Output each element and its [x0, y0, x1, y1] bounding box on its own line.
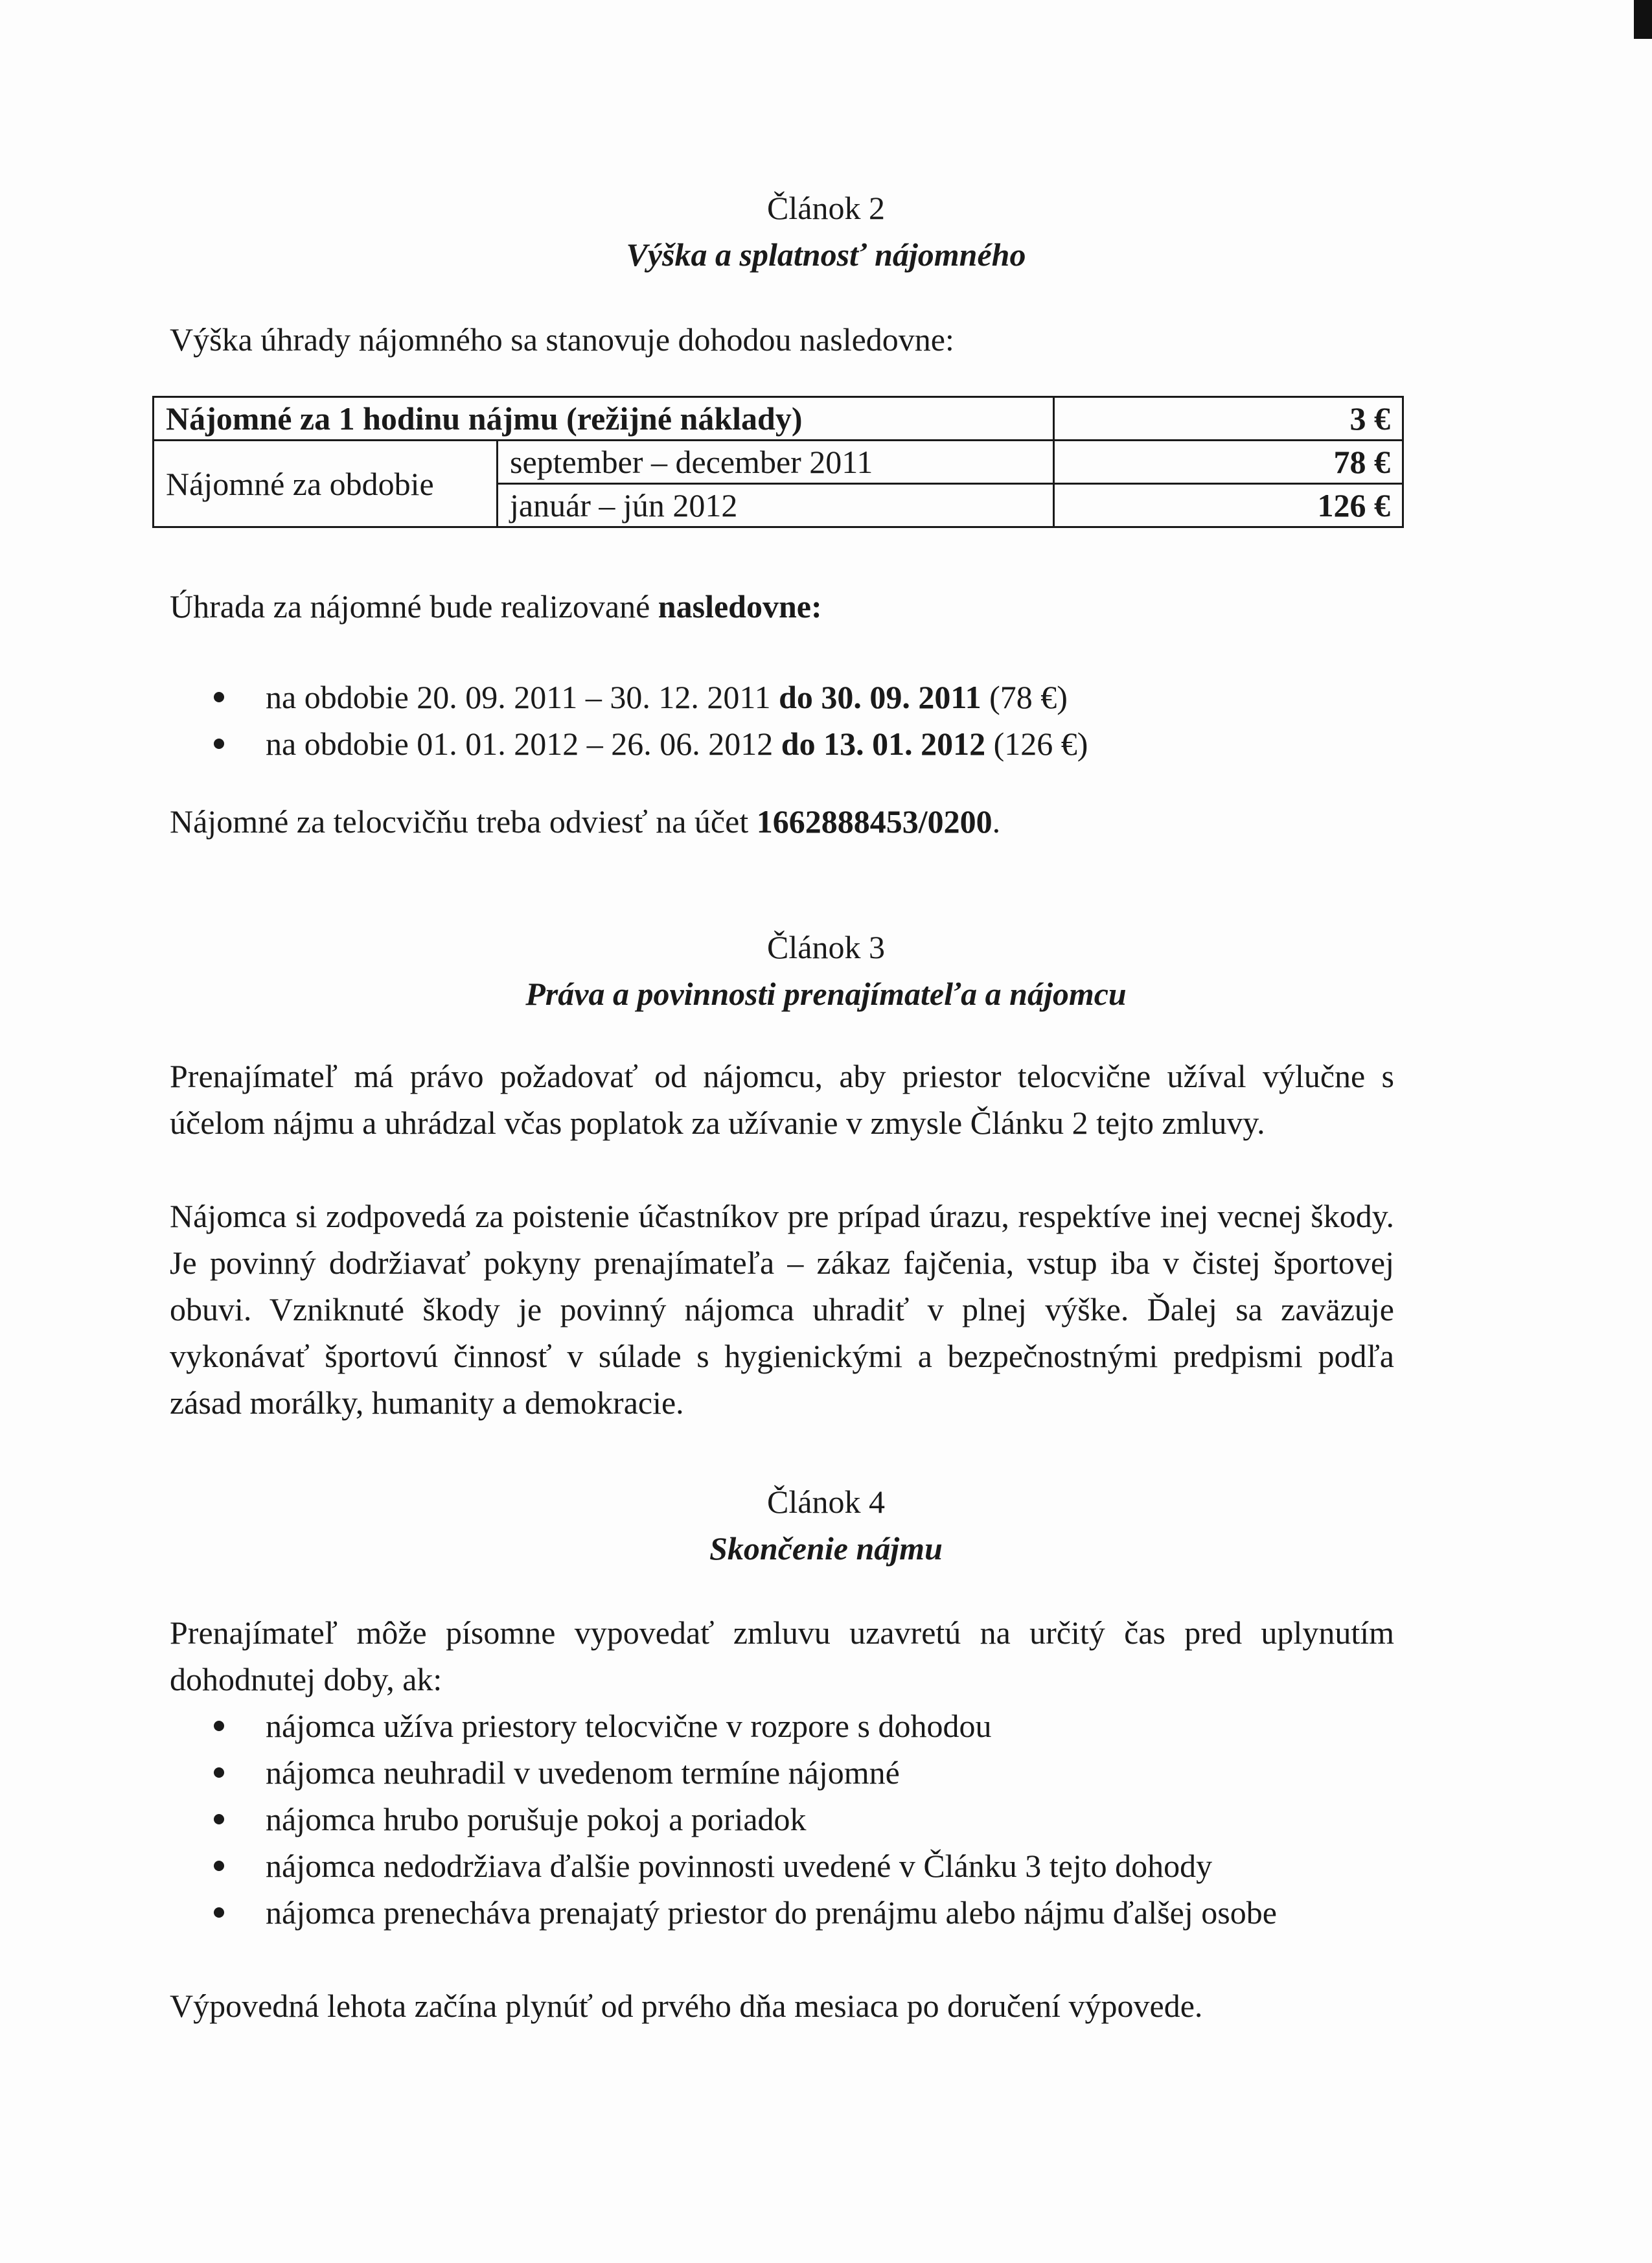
period2-amount: 126 €	[1054, 484, 1403, 527]
list-item	[170, 720, 1394, 767]
account-text: Nájomné za telocvičňu treba odviesť na účet	[170, 803, 757, 840]
rent-table	[152, 396, 1404, 528]
article3-paragraph2: Nájomca si zodpovedá za poistenie účastníkov pre prípad úrazu, respektíve inej vecnej škody. Je povinný dodržiavať pokyny prenajímateľa – zákaz fajčenia, vstup iba v čistej športovej obuvi. Vzniknuté škody je povinný nájomca uhradiť v plnej výške. Ďalej sa zaväzuje vykonávať športovú činnosť v súlade s hygienickými a bezpečnostnými predpismi podľa zásad morálky, humanity a demokracie.	[170, 1198, 1394, 1421]
payment-list	[170, 674, 1394, 767]
article2-intro: Výška úhrady nájomného sa stanovuje dohodou nasledovne:	[170, 321, 954, 358]
article4-number: Článok 4	[767, 1484, 885, 1520]
hourly-rent-amount: 3 €	[1054, 397, 1403, 441]
payment2-amount: (126 €)	[985, 726, 1088, 762]
bullet-icon	[214, 692, 224, 702]
account-number: 1662888453/0200	[756, 803, 992, 840]
account-line	[170, 798, 1394, 845]
table-row	[154, 397, 1403, 441]
period1-amount: 78 €	[1054, 441, 1403, 484]
period2-label: január – jún 2012	[498, 484, 1054, 527]
article2-heading	[0, 185, 1652, 278]
bullet-icon	[214, 1907, 224, 1918]
account-end: .	[992, 803, 1001, 840]
payment2-period: na obdobie 01. 01. 2012 – 26. 06. 2012	[266, 726, 781, 762]
article2-number: Článok 2	[767, 190, 885, 226]
reason-text: nájomca neuhradil v uvedenom termíne nájomné	[266, 1754, 900, 1791]
notice-period: Výpovedná lehota začína plynúť od prvého dňa mesiaca po doručení výpovede.	[170, 1988, 1203, 2024]
list-item	[170, 1749, 1394, 1796]
bullet-icon	[214, 1767, 224, 1778]
article4-intro: Prenajímateľ môže písomne vypovedať zmluvu uzavretú na určitý čas pred uplynutím dohodnutej doby, ak:	[170, 1614, 1394, 1697]
hourly-rent-label: Nájomné za 1 hodinu nájmu (režijné náklady)	[154, 397, 1054, 441]
bullet-icon	[214, 1814, 224, 1824]
article3-title: Práva a povinnosti prenajímateľa a nájomcu	[525, 976, 1127, 1012]
list-item	[170, 1843, 1394, 1889]
list-item	[170, 674, 1394, 720]
list-item	[170, 1703, 1394, 1749]
article2-title: Výška a splatnosť nájomného	[626, 236, 1026, 273]
payment-intro-bold: nasledovne:	[658, 588, 822, 625]
payment2-due: do 13. 01. 2012	[781, 726, 986, 762]
payment1-period: na obdobie 20. 09. 2011 – 30. 12. 2011	[266, 679, 779, 715]
article3-paragraph1: Prenajímateľ má právo požadovať od nájomcu, aby priestor telocvične užíval výlučne s účelom nájmu a uhrádzal včas poplatok za užívanie v zmysle Článku 2 tejto zmluvy.	[170, 1058, 1394, 1141]
article3-number: Článok 3	[767, 929, 885, 965]
bullet-icon	[214, 1721, 224, 1731]
period-rent-label: Nájomné za obdobie	[154, 441, 498, 527]
article4-heading	[0, 1478, 1652, 1572]
reason-text: nájomca hrubo porušuje pokoj a poriadok	[266, 1801, 807, 1837]
period1-label: september – december 2011	[498, 441, 1054, 484]
reason-text: nájomca prenecháva prenajatý priestor do prenájmu alebo nájmu ďalšej osobe	[266, 1894, 1277, 1931]
list-item	[170, 1889, 1394, 1936]
bullet-icon	[214, 1861, 224, 1871]
payment-intro	[170, 583, 1394, 630]
table-row	[154, 441, 1403, 484]
payment1-amount: (78 €)	[981, 679, 1068, 715]
payment1-due: do 30. 09. 2011	[779, 679, 981, 715]
article3-heading	[0, 924, 1652, 1017]
bullet-icon	[214, 739, 224, 749]
article4-title: Skončenie nájmu	[709, 1530, 943, 1567]
reason-text: nájomca užíva priestory telocvične v rozpore s dohodou	[266, 1708, 992, 1744]
termination-reasons-list	[170, 1703, 1394, 1936]
payment-intro-text: Úhrada za nájomné bude realizované	[170, 588, 658, 625]
reason-text: nájomca nedodržiava ďalšie povinnosti uvedené v Článku 3 tejto dohody	[266, 1848, 1213, 1884]
list-item	[170, 1796, 1394, 1843]
scan-edge-mark	[1634, 0, 1652, 39]
